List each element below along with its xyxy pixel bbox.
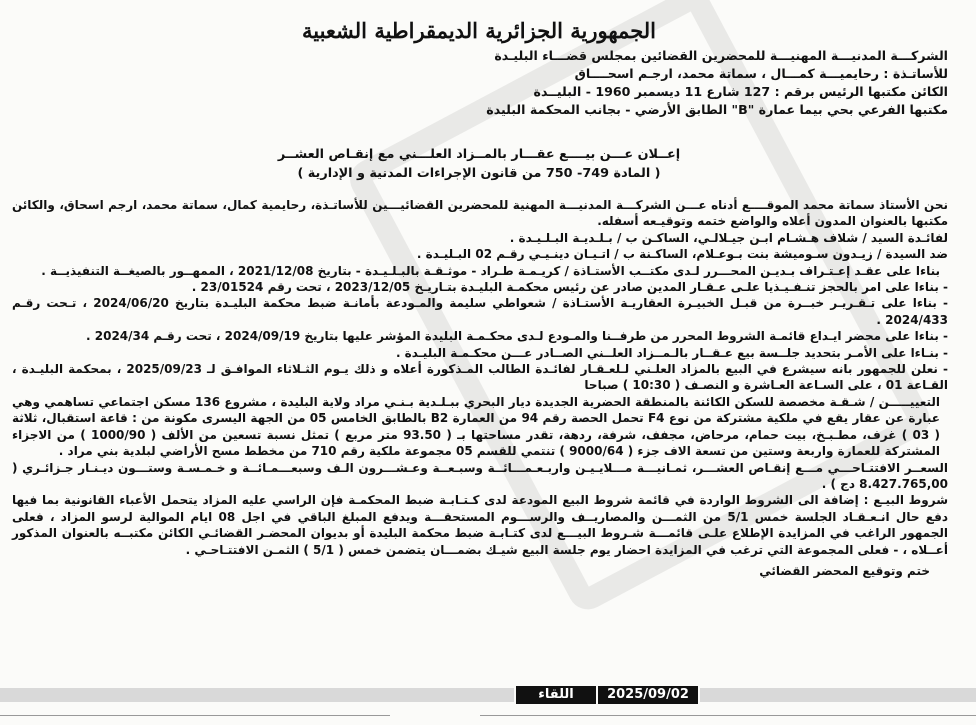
paragraph-session-order: - بنـاءا على الأمـر بتحديد جلــسة بيع عـقــار بالـمــزاد العلــني الصــادر عـــن محكـمـة البليـدة . [395,345,948,360]
header-line-branch-office: مكتبها الفرعي بحي بيما عمارة "B" الطابق الأرضي - بجانب المحكمة البليدة [486,102,948,117]
paragraph-auction-date: - نعلن للجمهور بانه سيشرع في البيع بالمزاد العلـني لـلعـقـار لفائـدة الطالب المـذكورة أعلاه و ذلك يـوم الثـلاثاء الموافـق لـ 2025/09/23 ، بمحكمة البليـدة ، القـاعة 01 ، على السـاعة العـاشرة و النصـف ( 10:30 ) صباحا [12,362,948,393]
footer-rule-right [700,688,976,702]
footer-bar [0,686,976,706]
publication-name: اللقاء [516,686,596,704]
paragraph-expert-report: - بناءا على تـقـريـر خبــرة من قبـل الخبيـرة العقاريـة الأستـاذة / شعواطي سليمة والمـودعة بأمانـة ضبط محكمة البليـدة بتاريخ 2024/06/20 ، تـحت رقـم 2024/433 . [12,296,949,327]
footer-rule-left [0,688,514,702]
paragraph-defendant: ضد السيدة / زيـدون سـوميشة بنت بـوعـلام، الساكـنة ب / اتـيـان دينـيـي رقـم 02 البـليـدة . [416,247,948,262]
legal-notice-document [0,18,958,578]
signature-line: ختم وتوقيع المحضر القضائي [759,563,930,578]
paragraph-opening-price: السعــر الافتتـاحـــي مـــع إنقـاص العشـــر، ثمـانيـــة مـــلايـيـن واربـعـمـــائــة وسبـعــة وعـشـــرون الـف وسبعـــمـائــة و خـمـسـة وستـــون ديـنـار جـزائـري ( 8.427.765,00 دج ) . [12,460,948,491]
header-line-company: الشركـــة المدنيـــة المهنيـــة للمحضرين القضائين بمجلس قضـــاء البليـدة [494,48,948,63]
paragraph-property-description: التعييـــــن / شـقـة مخصصة للسكن الكائنة بالمنطقة الحضرية الجديدة ديار البحري ببـلـدية بـنـي مراد ولاية البليدة ، مشروع 136 مسكن اجتماعي تساهمي وهي عبارة عن عقار يقع في ملكية مشتركة من نوع F4 تحمل الحصة رقم 94 من العمارة B2 بالطابق الخامس 05 من الجهة اليسرى مكونة من : قاعة استقبال، ثلاثة ( 03 ) غرف، مطـبـخ، بيت حمام، مرحاض، مجفف، شرفة، ردهة، تقدر مساحتها بـ ( 93.50 متر مربع ) تمثل نسبة تسعين من الألف ( 1000/90 ) من الاجزاء المشتركة للعمارة واربعة وستين من تسعة الاف جزء ( 9000/64 ) تنتمي للقسم 05 مجموعة ملكية رقم 710 من مخطط مسح الأراضي لبلدية بني مراد . [12,394,941,459]
paragraph-sale-conditions: شروط البيـع : إضافة الى الشروط الواردة في قائمة شروط البيع المودعة لدى كـتـابـة ضبط المحكمـة فإن الراسي عليه المزاد يتحمل الأعباء القانونية بما فيها دفع حال انـعـقـاد الجلسة خمس 5/1 من الثمـــن والمصاريــف والرســـوم المستحقـــة ويدفع المبلغ الباقي في اجل 08 ايام الموالية لرسو المزاد ، فعلى الجمهور الراغب في المزايدة الإطلاع علـى قائمـــة شـروط البيـــع لدى كتـابـة ضبط محكمة البليدة أو بديوان المحضـر القضائـي الكائن مكتبــه بالعنوان المذكور أعــلاه ، - فعلى المجموعة التي ترغب في المزايدة احضار يوم جلسة البيع شيـك بضمـــان يتضمن خمس ( 5/1 ) الثمـن الافتتـاحـي . [12,493,948,557]
paragraph-debt-deed: بناءا على عقـد إعـتـراف بـديـن المحـــرر لـدى مكتــب الأستـاذة / كريـمـة طـراد - موثـقـة بالبـلـيـدة - بتاريخ 2021/12/08 ، الممهــور بالصيغــة التنفيذيــة . [41,263,940,278]
header-line-main-office: الكائن مكتبها الرئيس برقم : 127 شارع 11 ديسمبر 1960 - البليــدة [533,84,948,99]
publication-date: 2025/09/02 [598,686,698,704]
header-line-partners: للأساتـذة : رحايميـــة كمـــال ، سماتة محمد، ارجـم اسحــــاق [574,66,948,81]
paragraph-conditions-list: - بناءا على محضر ايـداع قائمـة الشروط المحرر من طرفــنا والمـودع لـدى محكـمـة البليدة المؤشر عليها بتاريخ 2024/09/19 ، تحت رقـم 2024/34 . [86,329,948,344]
notice-subheading: ( المادة 749- 750 من قانون الإجراءات المدنية و الإدارية ) [297,166,661,181]
notice-heading: إعــلان عـــن بيــــع عقـــار بالمــزاد العلـــني مع إنقـاص العشــر [277,147,681,162]
paragraph-seizure-order: - بناءا على امر بالحجز تنـفـيـذيا علـى عـقـار المدين صادر عن رئيس محكمـة البليـدة بتـاريـخ 2023/12/05 ، تحت رقم 23/01524 . [191,280,948,295]
bottom-edge [0,715,976,724]
paragraph-beneficiary: لفائـدة السيد / شلاف هـشـام ابـن جيـلالـي، الساكـن ب / بـلـديـة البـلـيـدة . [509,230,948,245]
paragraph-intro: نحن الأستاذ سماتة محمد الموقــــع أدناه عـــن الشركـــة المدنيـــة المهنية للمحضرين القضائيـــين للأساتـذة، رحايمية كمال، سماتة محمد، ارجم اسحاق، والكائن مكتبها بالعنوان المدون أعلاه والواضع ختمه وتوقيـعه أسفله. [12,198,948,229]
document-title: الجمهورية الجزائرية الديمقراطية الشعبية [301,18,656,43]
